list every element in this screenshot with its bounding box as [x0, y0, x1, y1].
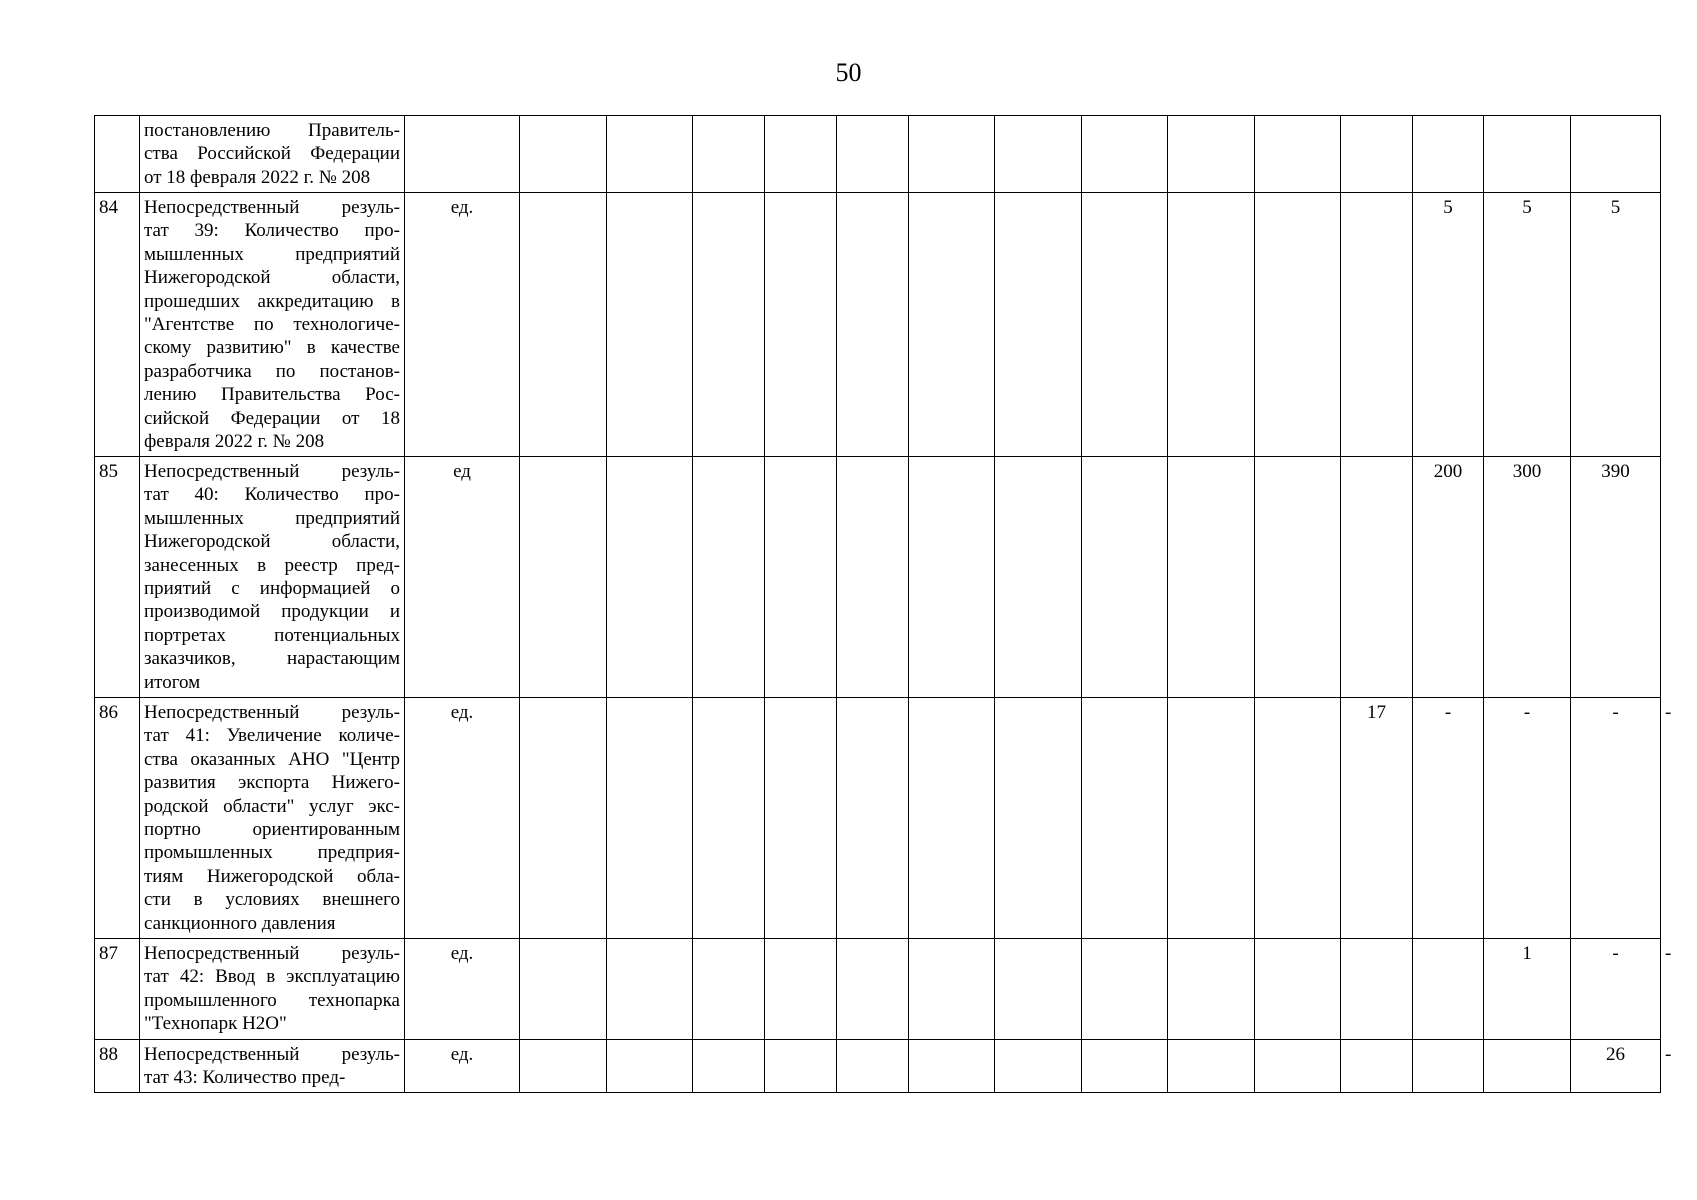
description-line: постановлению Правитель-: [144, 120, 400, 141]
value-cell: [693, 116, 765, 193]
table-row: [95, 457, 1661, 698]
value-cell: [909, 698, 995, 939]
value-cell: [765, 698, 837, 939]
value-cell: [1255, 457, 1341, 698]
value-cell: 200: [1413, 457, 1484, 698]
value-cell: [765, 1040, 837, 1093]
value-cell: [520, 939, 607, 1040]
row-number: 84: [95, 193, 140, 457]
description-line: тат 41: Увеличение количе-: [144, 725, 400, 747]
description-line: от 18 февраля 2022 г. № 208: [144, 166, 371, 188]
value-cell: [1341, 193, 1413, 457]
value-cell: [1082, 939, 1168, 1040]
description-line: портретах потенциальных: [144, 624, 400, 646]
description-line: ства оказанных АНО "Центр: [144, 748, 400, 770]
description-line: ства Российской Федерации: [144, 143, 400, 165]
unit-of-measure: ед.: [405, 698, 520, 939]
description-line: Непосредственный резуль-: [144, 1044, 400, 1065]
description-line: приятий с информацией о: [144, 578, 400, 600]
value-cell: [1082, 1040, 1168, 1093]
value-cell: [1255, 698, 1341, 939]
description-line: лению Правительства Рос-: [144, 384, 400, 406]
value-cell: [995, 116, 1082, 193]
description-line: Непосредственный резуль-: [144, 197, 400, 218]
value-cell: [607, 116, 693, 193]
unit-of-measure: ед.: [405, 1040, 520, 1093]
value-cell: -: [1413, 698, 1484, 939]
value-cell: [1168, 457, 1255, 698]
value-cell: [1168, 193, 1255, 457]
value-cell: [1341, 1040, 1413, 1093]
value-cell: [1082, 116, 1168, 193]
description-line: февраля 2022 г. № 208: [144, 431, 325, 453]
value-cell: [520, 116, 607, 193]
description-line: тат 40: Количество про-: [144, 484, 400, 506]
value-cell: [765, 116, 837, 193]
value-cell: -: [1484, 698, 1571, 939]
table-row: 86 Непосредственный резуль- тат 41: Увеличение количе- ства оказанных АНО "Центр развития экспорта Нижего- родской области" услуг экс- портно ориентированным промышленных предприя- тиям Нижегородской обла- сти в условиях внешнего санкционного давления ед. 17 - - - -: [95, 698, 1661, 939]
row-number: 86: [95, 698, 140, 939]
value-cell: -: [1571, 698, 1661, 939]
value-cell: [995, 1040, 1082, 1093]
value-cell: [1168, 116, 1255, 193]
description-line: мышленных предприятий: [144, 243, 400, 265]
value-cell: [1255, 193, 1341, 457]
value-cell: [1341, 457, 1413, 698]
value-cell: [1255, 116, 1341, 193]
value-cell: [693, 698, 765, 939]
table-row: [95, 116, 1661, 193]
description-line: тат 42: Ввод в эксплуатацию: [144, 966, 400, 988]
unit-of-measure: [405, 116, 520, 193]
value-cell: [1413, 1040, 1484, 1093]
row-number: 87: [95, 939, 140, 1040]
value-cell: 5: [1484, 193, 1571, 457]
unit-of-measure: ед.: [405, 939, 520, 1040]
value-cell: [995, 457, 1082, 698]
value-cell: -: [1571, 939, 1661, 1040]
value-cell: [520, 457, 607, 698]
value-cell: 17: [1341, 698, 1413, 939]
value-cell: [837, 939, 909, 1040]
description-line: скому развитию" в качестве: [144, 337, 400, 359]
value-cell: [995, 698, 1082, 939]
description-line: Нижегородской области,: [144, 531, 400, 553]
description-line: мышленных предприятий: [144, 507, 400, 529]
row-number: 85: [95, 457, 140, 698]
indicator-description: [140, 116, 405, 193]
value-cell: [1413, 116, 1484, 193]
value-cell: [520, 1040, 607, 1093]
value-cell: [837, 193, 909, 457]
description-line: тат 43: Количество пред-: [144, 1067, 346, 1089]
description-line: тат 39: Количество про-: [144, 220, 400, 242]
value-cell: 26: [1571, 1040, 1661, 1093]
table-body: [95, 116, 1672, 1093]
value-cell: [765, 457, 837, 698]
description-line: Непосредственный резуль-: [144, 702, 400, 723]
value-cell: [1413, 939, 1484, 1040]
value-cell: 5: [1571, 193, 1661, 457]
description-line: "Технопарк Н2О": [144, 1013, 287, 1035]
value-cell: [995, 939, 1082, 1040]
value-cell: [837, 457, 909, 698]
value-cell: [765, 939, 837, 1040]
description-line: сти в условиях внешнего: [144, 889, 400, 911]
value-cell: [909, 939, 995, 1040]
indicator-description: [140, 1040, 405, 1093]
table-row: 88 Непосредственный резуль- тат 43: Количество пред- ед. 26 -: [95, 1040, 1661, 1093]
value-cell: [520, 193, 607, 457]
value-cell: 5: [1413, 193, 1484, 457]
description-line: сийской Федерации от 18: [144, 407, 400, 429]
value-cell: [1255, 1040, 1341, 1093]
value-cell: [1341, 939, 1413, 1040]
unit-of-measure: ед: [405, 457, 520, 698]
value-cell: [607, 1040, 693, 1093]
description-line: разработчика по постанов-: [144, 360, 400, 382]
unit-of-measure: ед.: [405, 193, 520, 457]
value-cell: [1484, 1040, 1571, 1093]
value-cell: [607, 193, 693, 457]
row-number: [95, 116, 140, 193]
value-cell: [909, 1040, 995, 1093]
value-cell: [520, 698, 607, 939]
indicator-description: [140, 698, 405, 939]
value-cell: [1341, 116, 1413, 193]
value-cell: [1082, 457, 1168, 698]
value-cell: [995, 193, 1082, 457]
value-cell: [837, 116, 909, 193]
description-line: заказчиков, нарастающим: [144, 648, 400, 670]
value-cell: [1082, 193, 1168, 457]
value-cell: [1168, 698, 1255, 939]
value-cell: [693, 457, 765, 698]
description-line: промышленного технопарка: [144, 989, 400, 1011]
description-line: "Агентстве по технологиче-: [144, 314, 400, 336]
value-cell: [1571, 116, 1661, 193]
description-line: родской области" услуг экс-: [144, 795, 400, 817]
value-cell: [1168, 1040, 1255, 1093]
description-line: производимой продукции и: [144, 601, 400, 623]
value-cell: [607, 698, 693, 939]
value-cell: [693, 939, 765, 1040]
description-line: прошедших аккредитацию в: [144, 290, 400, 312]
value-cell: 1: [1484, 939, 1571, 1040]
description-line: санкционного давления: [144, 912, 336, 934]
value-cell: [1082, 698, 1168, 939]
description-line: занесенных в реестр пред-: [144, 554, 400, 576]
table-row: 87 Непосредственный резуль- тат 42: Ввод в эксплуатацию промышленного технопарка "Технопарк Н2О" ед. 1 - -: [95, 939, 1661, 1040]
indicator-description: [140, 939, 405, 1040]
description-line: итогом: [144, 671, 201, 693]
indicator-description: [140, 193, 405, 457]
value-cell: 390: [1571, 457, 1661, 698]
description-line: тиям Нижегородской обла-: [144, 865, 400, 887]
description-line: Непосредственный резуль-: [144, 943, 400, 964]
value-cell: [837, 1040, 909, 1093]
value-cell: [909, 193, 995, 457]
value-cell: [1255, 939, 1341, 1040]
value-cell: [1168, 939, 1255, 1040]
page-number: 50: [835, 58, 862, 87]
value-cell: [607, 457, 693, 698]
value-cell: [1484, 116, 1571, 193]
row-number: 88: [95, 1040, 140, 1093]
description-line: Непосредственный резуль-: [144, 461, 400, 482]
value-cell: [837, 698, 909, 939]
description-line: Нижегородской области,: [144, 267, 400, 289]
description-line: развития экспорта Нижего-: [144, 772, 400, 794]
indicator-description: [140, 457, 405, 698]
value-cell: [693, 1040, 765, 1093]
value-cell: [607, 939, 693, 1040]
table-row: [95, 193, 1661, 457]
description-line: портно ориентированным: [144, 819, 400, 841]
value-cell: [909, 457, 995, 698]
value-cell: [693, 193, 765, 457]
value-cell: [765, 193, 837, 457]
value-cell: 300: [1484, 457, 1571, 698]
description-line: промышленных предприя-: [144, 842, 400, 864]
value-cell: [909, 116, 995, 193]
indicators-table: [94, 115, 1672, 1093]
